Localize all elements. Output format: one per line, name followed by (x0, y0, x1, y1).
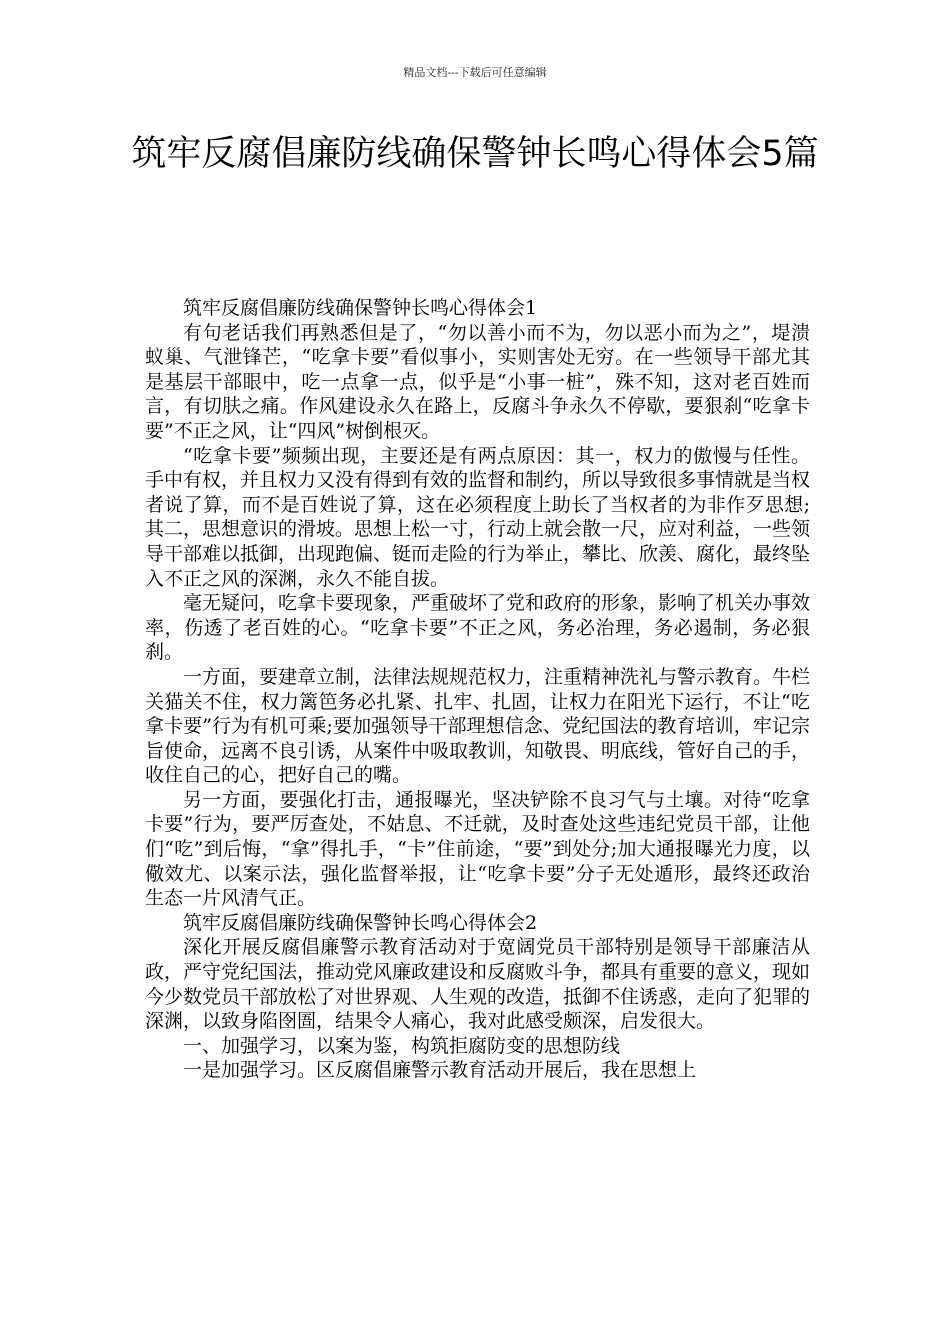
subsection-heading: 一、加强学习，以案为鉴，构筑拒腐防变的思想防线 (183, 1034, 621, 1057)
body-paragraph: 另一方面，要强化打击，通报曝光，坚决铲除不良习气与土壤。对待“吃拿卡要”行为，要严厉查处，不姑息、不迁就，及时查处这些违纪党员干部，让他们“吃”到后悔，“拿”得扎手，“卡”住前途，“要”到处分;加大通报曝光力度，以儆效尤、以案示法，强化监督举报，让“吃拿卡要”分子无处遁形，最终还政治生态一片风清气正。 (145, 788, 810, 910)
body-paragraph: 有句老话我们再熟悉但是了，“勿以善小而不为，勿以恶小而为之”，堤溃蚁巢、气泄锋芒，“吃拿卡要”看似事小，实则害处无穷。在一些领导干部尤其是基层干部眼中，吃一点拿一点，似乎是“小事一桩”，殊不知，这对老百姓而言，有切肤之痛。作风建设永久在路上，反腐斗争永久不停歇，要狠刹“吃拿卡要”不正之风，让“四风”树倒根灭。 (145, 321, 810, 442)
body-paragraph: “吃拿卡要”频频出现，主要还是有两点原因：其一，权力的傲慢与任性。手中有权，并且权力又没有得到有效的监督和制约，所以导致很多事情就是当权者说了算，而不是百姓说了算，这在必须程度上助长了当权者的为非作歹思想;其二，思想意识的滑坡。思想上松一寸，行动上就会散一尺，应对利益，一些领导干部难以抵御，出现跑偏、铤而走险的行为举止，攀比、欣羡、腐化，最终坠入不正之风的深渊，永久不能自拔。 (145, 444, 811, 590)
body-paragraph: 一方面，要建章立制，法律法规规范权力，注重精神洗礼与警示教育。牛栏关猫关不住，权力篱笆务必扎紧、扎牢、扎固，让权力在阳光下运行，不让“吃拿卡要”行为有机可乘;要加强领导干部理想信念、党纪国法的教育培训，牢记宗旨使命，远离不良引诱，从案件中吸取教训，知敬畏、明底线，管好自己的手，收住自己的心，把好自己的嘴。 (145, 665, 811, 787)
document-title: 筑牢反腐倡廉防线确保警钟长鸣心得体会5篇 (131, 134, 819, 174)
body-paragraph: 一是加强学习。区反腐倡廉警示教育活动开展后，我在思想上 (183, 1059, 697, 1082)
body-paragraph: 深化开展反腐倡廉警示教育活动对于宽阔党员干部特别是领导干部廉洁从政，严守党纪国法，推动党风廉政建设和反腐败斗争，都具有重要的意义，现如今少数党员干部放松了对世界观、人生观的改造，抵御不住诱惑，走向了犯罪的深渊，以致身陷囹圄，结果令人痛心，我对此感受颇深，启发很大。 (145, 936, 811, 1033)
section-heading-1: 筑牢反腐倡廉防线确保警钟长鸣心得体会1 (183, 297, 538, 319)
body-paragraph: 毫无疑问，吃拿卡要现象，严重破坏了党和政府的形象，影响了机关办事效率，伤透了老百姓的心。“吃拿卡要”不正之风，务必治理，务必遏制，务必狠刹。 (145, 592, 811, 664)
section-heading-2: 筑牢反腐倡廉防线确保警钟长鸣心得体会2 (183, 911, 538, 934)
document-body (145, 296, 810, 1083)
page-header-note: 精品文档---下载后可任意编辑 (403, 66, 547, 79)
